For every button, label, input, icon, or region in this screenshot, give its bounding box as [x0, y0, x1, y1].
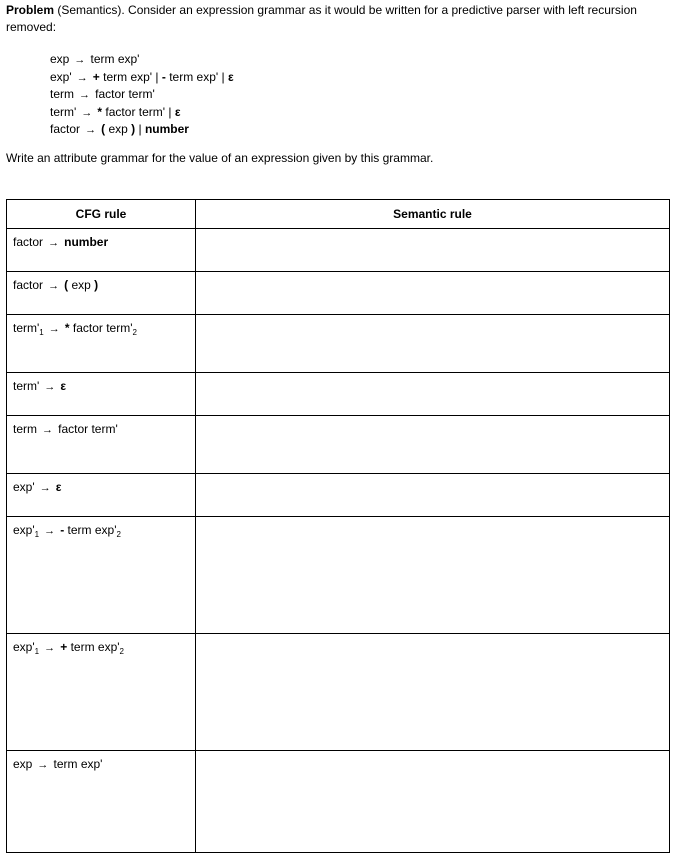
production-lhs: factor — [13, 278, 44, 292]
table-row — [7, 272, 670, 315]
table-row — [7, 634, 670, 751]
subscript: 1 — [34, 530, 40, 539]
production-lhs: factor — [13, 235, 44, 249]
cfg-rule — [13, 751, 189, 771]
subscript: 2 — [132, 328, 137, 337]
cfg-rule — [13, 272, 189, 292]
arrow-icon: → — [45, 237, 63, 249]
rule-text: term exp' — [64, 523, 117, 537]
rule-text: exp — [108, 122, 132, 137]
rule-text: term exp' | — [99, 69, 162, 84]
rule-text: factor term' — [95, 87, 155, 102]
grammar-production — [50, 86, 234, 104]
table-row — [7, 416, 670, 474]
rule-text: term exp' — [53, 757, 103, 771]
production-lhs: exp' — [13, 523, 35, 537]
terminal-symbol: ( — [101, 122, 109, 137]
arrow-icon: → — [73, 71, 91, 84]
rule-text: factor term' — [69, 321, 133, 335]
table-row — [7, 474, 670, 517]
terminal-symbol: ε — [174, 104, 181, 119]
production-lhs: term' — [13, 321, 40, 335]
semantic-rule-cell[interactable] — [196, 272, 670, 315]
semantic-rule-cell[interactable] — [196, 315, 670, 373]
arrow-icon: → — [45, 323, 63, 335]
cfg-rule-cell — [7, 373, 196, 416]
semantic-rule-cell[interactable] — [196, 634, 670, 751]
semantic-rule-cell[interactable] — [196, 751, 670, 853]
terminal-symbol: ε — [60, 379, 67, 393]
cfg-rule — [13, 373, 189, 393]
arrow-icon: → — [41, 525, 59, 537]
rule-text: term exp' | — [165, 69, 228, 84]
arrow-icon: → — [45, 280, 63, 292]
production-lhs: term' — [13, 379, 40, 393]
subscript: 1 — [34, 647, 40, 656]
subscript: 2 — [116, 530, 121, 539]
cfg-rule-cell — [7, 751, 196, 853]
semantic-rule-cell[interactable] — [196, 416, 670, 474]
problem-statement — [6, 2, 678, 36]
rule-text: | — [135, 122, 145, 137]
terminal-symbol: - — [60, 523, 65, 537]
attribute-grammar-table — [6, 199, 670, 853]
problem-text: (Semantics). Consider an expression grammar as it would be written for a predictive parser with left recursion removed: — [6, 3, 637, 34]
problem-label: Problem — [6, 3, 55, 17]
grammar-productions — [50, 51, 234, 139]
terminal-symbol: number — [64, 235, 109, 249]
arrow-icon: → — [36, 482, 54, 494]
terminal-symbol: + — [92, 69, 100, 84]
terminal-symbol: ) — [131, 122, 136, 137]
terminal-symbol: ( — [64, 278, 72, 292]
rule-text: factor term' — [58, 422, 118, 436]
terminal-symbol: + — [60, 640, 68, 654]
production-lhs: factor — [50, 122, 81, 137]
terminal-symbol: * — [64, 321, 70, 335]
cfg-rule-cell — [7, 517, 196, 634]
production-lhs: exp' — [50, 69, 72, 84]
rule-text: factor term' | — [102, 104, 175, 119]
production-lhs: exp — [50, 52, 70, 66]
table-row — [7, 751, 670, 853]
production-lhs: term — [13, 422, 37, 436]
cfg-rule-cell — [7, 474, 196, 517]
cfg-rule-cell — [7, 272, 196, 315]
arrow-icon: → — [71, 54, 89, 66]
grammar-production — [50, 69, 234, 87]
grammar-production — [50, 121, 234, 139]
cfg-rule-header: CFG rule — [7, 200, 196, 229]
production-lhs: exp' — [13, 640, 35, 654]
table-header-row — [7, 200, 670, 229]
rule-text: exp — [71, 278, 95, 292]
cfg-rule-cell — [7, 416, 196, 474]
cfg-rule — [13, 416, 189, 436]
rule-text: term exp' — [67, 640, 120, 654]
arrow-icon: → — [41, 642, 59, 654]
semantic-rule-cell[interactable] — [196, 229, 670, 272]
cfg-rule — [13, 517, 189, 537]
table-row — [7, 517, 670, 634]
table-row — [7, 315, 670, 373]
cfg-rule — [13, 474, 189, 494]
cfg-rule-cell — [7, 634, 196, 751]
production-lhs: exp' — [13, 480, 35, 494]
semantic-rule-cell[interactable] — [196, 517, 670, 634]
arrow-icon: → — [82, 124, 100, 137]
terminal-symbol: * — [97, 104, 103, 119]
subscript: 2 — [119, 647, 124, 656]
grammar-production — [50, 51, 234, 69]
cfg-rule-cell — [7, 315, 196, 373]
cfg-rule — [13, 315, 189, 335]
rule-text: term exp' — [90, 52, 140, 66]
production-lhs: term' — [50, 104, 77, 119]
grammar-production — [50, 104, 234, 122]
production-lhs: exp — [13, 757, 33, 771]
cfg-rule-cell — [7, 229, 196, 272]
semantic-rule-cell[interactable] — [196, 373, 670, 416]
arrow-icon: → — [41, 381, 59, 393]
cfg-rule — [13, 229, 189, 249]
terminal-symbol: ε — [227, 69, 234, 84]
instruction-text: Write an attribute grammar for the value of an expression given by this grammar. — [6, 151, 434, 165]
subscript: 1 — [39, 328, 44, 337]
production-lhs: term — [50, 87, 74, 102]
terminal-symbol: number — [144, 122, 189, 137]
arrow-icon: → — [76, 89, 94, 102]
arrow-icon: → — [34, 759, 52, 771]
semantic-rule-header: Semantic rule — [196, 200, 670, 229]
arrow-icon: → — [78, 106, 96, 119]
terminal-symbol: ε — [55, 480, 62, 494]
cfg-rule — [13, 634, 189, 654]
terminal-symbol: - — [161, 69, 166, 84]
arrow-icon: → — [39, 424, 57, 436]
terminal-symbol: ) — [94, 278, 99, 292]
table-row — [7, 373, 670, 416]
table-row — [7, 229, 670, 272]
semantic-rule-cell[interactable] — [196, 474, 670, 517]
